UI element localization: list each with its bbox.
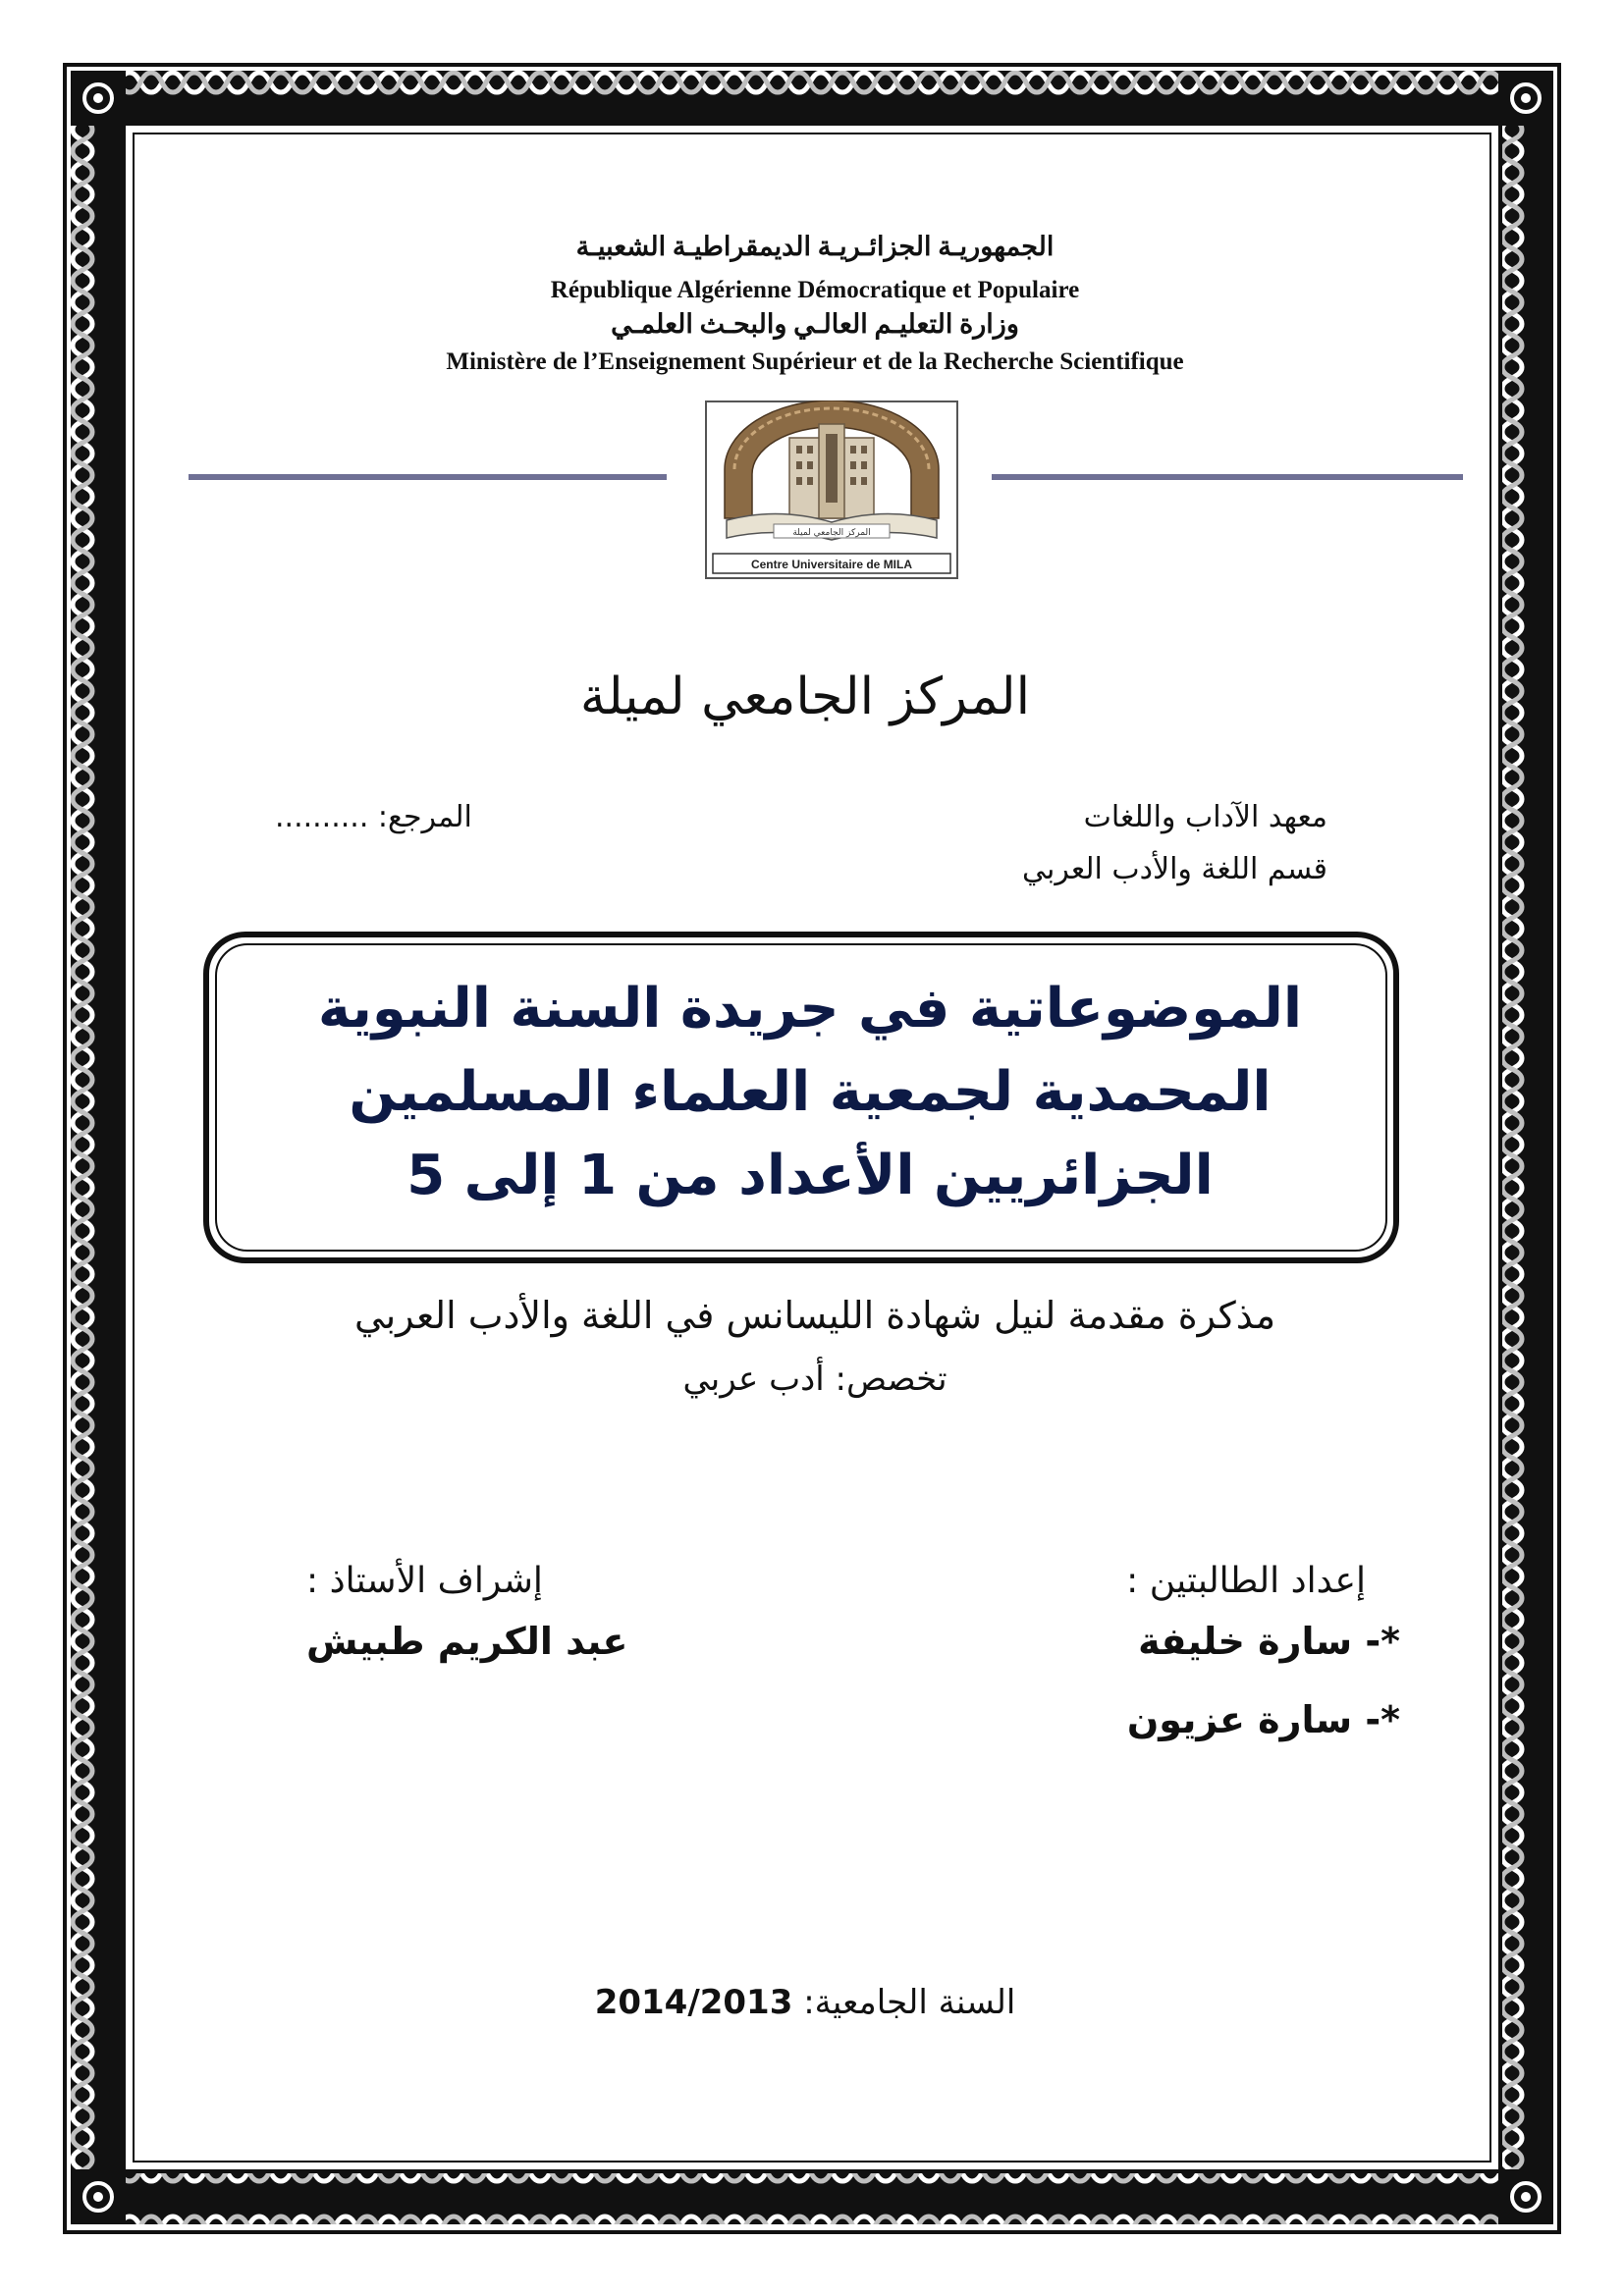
academic-year <box>422 1983 1188 2022</box>
logo-caption: Centre Universitaire de MILA <box>750 558 913 571</box>
institute-name: معهد الآداب واللغات <box>1083 800 1327 834</box>
ministry-name-arabic: وزارة التعليـم العالـي والبحـث العلمـي <box>611 309 1019 339</box>
ministry-name-french: Ministère de l’Enseignement Supérieur et de la Recherche Scientifique <box>446 348 1184 375</box>
thesis-title-line-2: المحمدية لجمعية العلماء المسلمين <box>349 1060 1272 1124</box>
header-divider-right <box>992 474 1463 480</box>
thesis-title-line-1: الموضوعاتية في جريدة السنة النبوية <box>317 977 1303 1041</box>
republic-name-arabic: الجمهوريـة الجزائـريـة الديمقراطيـة الشعبيـة <box>575 232 1055 261</box>
supervision-label: إشراف الأستاذ : <box>306 1561 543 1601</box>
academic-year-value: 2014/2013 <box>594 1983 793 2022</box>
academic-year-label: السنة الجامعية: <box>803 1983 1016 2022</box>
reference-number: المرجع: .......... <box>275 800 472 834</box>
university-logo <box>705 400 958 579</box>
supervisor-name: عبد الكريم طبيش <box>306 1620 628 1663</box>
university-center-name: المركز الجامعي لميلة <box>579 667 1031 726</box>
department-name: قسم اللغة والأدب العربي <box>1021 852 1327 886</box>
degree-statement: مذكرة مقدمة لنيل شهادة الليسانس في اللغة والأدب العربي <box>353 1294 1276 1337</box>
header-divider-left <box>189 474 667 480</box>
student-name: *- سارة خليفة <box>1138 1620 1400 1663</box>
thesis-title-line-3: الجزائريين الأعداد من 1 إلى 5 <box>406 1144 1214 1207</box>
logo-sign-text: المركز الجامعي لميلة <box>792 528 871 538</box>
thesis-title <box>236 967 1384 1217</box>
speciality: تخصص: أدب عربي <box>682 1360 947 1399</box>
republic-name-french: République Algérienne Démocratique et Populaire <box>550 277 1080 303</box>
student-name: *- سارة عزيون <box>1126 1698 1400 1741</box>
prepared-by-label: إعداد الطالبتين : <box>1126 1561 1366 1601</box>
